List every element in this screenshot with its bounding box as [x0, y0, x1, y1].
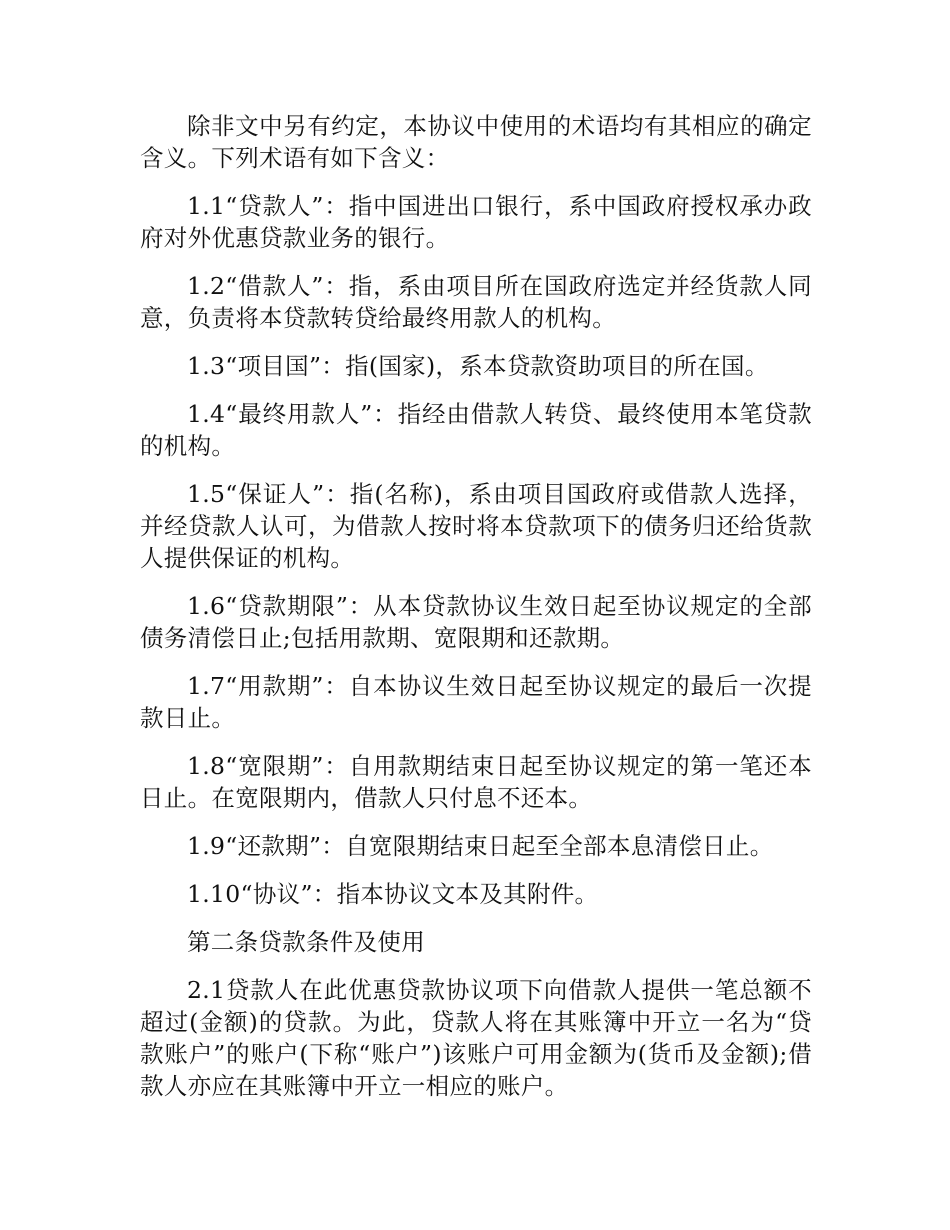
paragraph-definition-1-6: 1.6“贷款期限”：从本贷款协议生效日起至协议规定的全部债务清偿日止;包括用款期、宽限期和还款期。 [140, 592, 812, 652]
paragraph-definition-1-4: 1.4“最终用款人”：指经由借款人转贷、最终使用本笔贷款的机构。 [140, 400, 812, 460]
paragraph-definition-1-2: 1.2“借款人”：指，系由项目所在国政府选定并经货款人同意，负责将本贷款转贷给最终用款人的机构。 [140, 272, 812, 332]
paragraph-definition-1-10: 1.10“协议”：指本协议文本及其附件。 [187, 880, 599, 908]
paragraph-definition-1-9: 1.9“还款期”：自宽限期结束日起至全部本息清偿日止。 [187, 832, 774, 860]
paragraph-definition-1-8: 1.8“宽限期”：自用款期结束日起至协议规定的第一笔还本日止。在宽限期内，借款人只付息不还本。 [140, 752, 812, 812]
section-heading-article-2: 第二条贷款条件及使用 [187, 928, 425, 956]
paragraph-clause-2-1: 2.1贷款人在此优惠贷款协议项下向借款人提供一笔总额不超过(金额)的贷款。为此，贷款人将在其账簿中开立一名为“贷款账户”的账户(下称“账户”)该账户可用金额为(货币及金额);借款人亦应在其账簿中开立一相应的账户。 [140, 976, 812, 1100]
paragraph-intro: 除非文中另有约定，本协议中使用的术语均有其相应的确定含义。下列术语有如下含义： [140, 112, 812, 172]
paragraph-definition-1-3: 1.3“项目国”：指(国家)，系本贷款资助项目的所在国。 [187, 352, 769, 380]
paragraph-definition-1-7: 1.7“用款期”：自本协议生效日起至协议规定的最后一次提款日止。 [140, 672, 812, 732]
paragraph-definition-1-5: 1.5“保证人”：指(名称)，系由项目国政府或借款人选择，并经贷款人认可，为借款人按时将本贷款项下的债务归还给货款人提供保证的机构。 [140, 480, 812, 572]
paragraph-definition-1-1: 1.1“贷款人”：指中国进出口银行，系中国政府授权承办政府对外优惠贷款业务的银行。 [140, 192, 812, 252]
document-body [140, 110, 812, 1102]
